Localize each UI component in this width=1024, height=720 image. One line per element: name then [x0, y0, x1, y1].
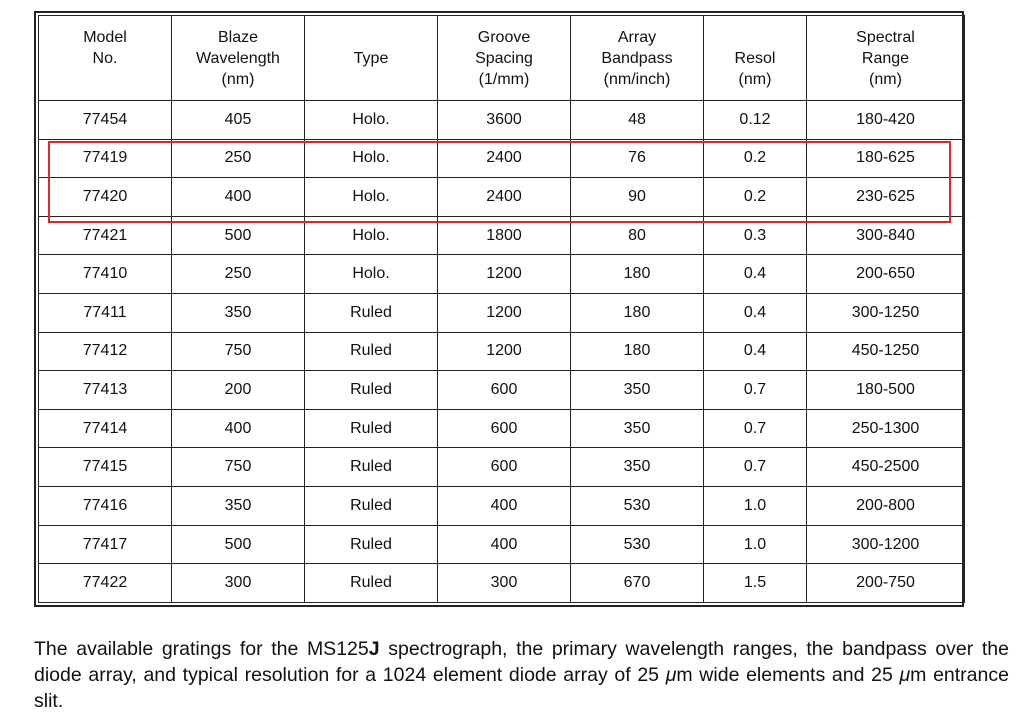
column-header-line: Wavelength	[196, 49, 280, 67]
table-row	[39, 371, 965, 410]
table-cell: 0.12	[704, 101, 807, 140]
column-header	[172, 16, 305, 101]
column-header	[807, 16, 965, 101]
table-row	[39, 216, 965, 255]
table-cell: Holo.	[305, 101, 438, 140]
table-cell: Ruled	[305, 371, 438, 410]
column-header-line	[305, 27, 437, 48]
table-cell: 0.4	[704, 332, 807, 371]
table-cell: 200-750	[807, 564, 965, 603]
table-cell: 300	[438, 564, 571, 603]
table-cell: Holo.	[305, 216, 438, 255]
table-row	[39, 332, 965, 371]
table-cell: 530	[571, 487, 704, 526]
column-header-line	[39, 69, 171, 90]
table-body	[39, 101, 965, 603]
caption-text-4: m entrance slit.	[34, 664, 1009, 712]
table-cell: 500	[172, 216, 305, 255]
table-cell: 1200	[438, 332, 571, 371]
table-cell: 76	[571, 139, 704, 178]
table-cell: 0.2	[704, 178, 807, 217]
table-cell: 400	[172, 178, 305, 217]
caption-model-suffix: J	[368, 638, 380, 660]
column-header	[39, 16, 172, 101]
table-cell: Ruled	[305, 525, 438, 564]
table-cell: 200-650	[807, 255, 965, 294]
column-header-line: Spacing	[475, 49, 533, 67]
table-cell: 450-2500	[807, 448, 965, 487]
table-cell: 77415	[39, 448, 172, 487]
table-cell: 0.4	[704, 255, 807, 294]
column-header	[571, 16, 704, 101]
table-cell: 0.7	[704, 409, 807, 448]
table-cell: 250	[172, 255, 305, 294]
table-cell: 0.7	[704, 448, 807, 487]
table-row	[39, 487, 965, 526]
table-cell: 77413	[39, 371, 172, 410]
table-row	[39, 564, 965, 603]
column-header-line: Groove	[477, 28, 531, 46]
table-cell: 77417	[39, 525, 172, 564]
table-cell: 350	[571, 371, 704, 410]
table-cell: 180	[571, 255, 704, 294]
table-cell: Ruled	[305, 448, 438, 487]
table-cell: 2400	[438, 178, 571, 217]
table-cell: 80	[571, 216, 704, 255]
table-cell: 450-1250	[807, 332, 965, 371]
caption-mu-1: μ	[665, 664, 677, 686]
table-cell: 300	[172, 564, 305, 603]
table-cell: 230-625	[807, 178, 965, 217]
table-cell: 350	[571, 409, 704, 448]
table-cell: 77411	[39, 294, 172, 333]
table-cell: 250-1300	[807, 409, 965, 448]
column-header-line: Range	[861, 49, 910, 67]
table-cell: 350	[172, 487, 305, 526]
table-cell: 530	[571, 525, 704, 564]
caption-text-2: spectrograph, the primary wavelength ranges, the bandpass over the diode array, and typical resolution for a 1024 element diode array of 25	[34, 638, 1009, 686]
table-cell: Ruled	[305, 564, 438, 603]
table-cell: 400	[438, 487, 571, 526]
table-cell: 180-625	[807, 139, 965, 178]
column-header-line: (nm)	[738, 70, 772, 88]
column-header-line: Spectral	[856, 28, 915, 46]
table-cell: 180-500	[807, 371, 965, 410]
column-header-line: Array	[617, 28, 657, 46]
table-cell: 180	[571, 332, 704, 371]
table-cell: 750	[172, 448, 305, 487]
table-cell: 77420	[39, 178, 172, 217]
table-cell: 0.3	[704, 216, 807, 255]
gratings-table-frame	[34, 11, 964, 607]
table-cell: 300-1200	[807, 525, 965, 564]
column-header-line: Resol	[734, 49, 776, 67]
column-header-line	[305, 69, 437, 90]
gratings-table	[38, 15, 965, 603]
table-cell: 77454	[39, 101, 172, 140]
caption	[34, 636, 1009, 714]
column-header-line: (nm)	[221, 70, 255, 88]
table-cell: 77419	[39, 139, 172, 178]
table-cell: 48	[571, 101, 704, 140]
table-cell: 77414	[39, 409, 172, 448]
table-cell: Holo.	[305, 139, 438, 178]
table-cell: 200	[172, 371, 305, 410]
table-cell: 180-420	[807, 101, 965, 140]
table-cell: 0.7	[704, 371, 807, 410]
table-cell: 405	[172, 101, 305, 140]
header-row	[39, 16, 965, 101]
table-cell: 0.4	[704, 294, 807, 333]
caption-text-1: The available gratings for the MS125	[34, 638, 369, 660]
table-cell: 300-1250	[807, 294, 965, 333]
table-row	[39, 139, 965, 178]
table-cell: 2400	[438, 139, 571, 178]
table-cell: 350	[571, 448, 704, 487]
table-cell: Ruled	[305, 294, 438, 333]
caption-mu-2: μ	[899, 664, 911, 686]
table-cell: 77410	[39, 255, 172, 294]
table-cell: 750	[172, 332, 305, 371]
table-cell: Ruled	[305, 409, 438, 448]
table-cell: 600	[438, 448, 571, 487]
table-cell: 200-800	[807, 487, 965, 526]
column-header-line: (nm/inch)	[603, 70, 671, 88]
table-cell: 300-840	[807, 216, 965, 255]
column-header	[305, 16, 438, 101]
table-cell: 77412	[39, 332, 172, 371]
column-header-line	[704, 27, 806, 48]
column-header	[704, 16, 807, 101]
table-cell: 90	[571, 178, 704, 217]
column-header-line: No.	[92, 49, 118, 67]
table-cell: 350	[172, 294, 305, 333]
table-cell: 250	[172, 139, 305, 178]
column-header-line: Blaze	[217, 28, 259, 46]
table-cell: 1.0	[704, 525, 807, 564]
table-cell: 0.2	[704, 139, 807, 178]
column-header-line: (1/mm)	[478, 70, 530, 88]
table-cell: 600	[438, 409, 571, 448]
table-cell: 500	[172, 525, 305, 564]
table-cell: 1200	[438, 255, 571, 294]
table-cell: Holo.	[305, 178, 438, 217]
table-cell: Ruled	[305, 487, 438, 526]
column-header-line: Bandpass	[601, 49, 673, 67]
column-header-line: Model	[83, 28, 127, 46]
table-cell: 77422	[39, 564, 172, 603]
table-cell: 670	[571, 564, 704, 603]
caption-text-3: m wide elements and 25	[676, 664, 900, 686]
table-cell: 1800	[438, 216, 571, 255]
table-row	[39, 448, 965, 487]
table-cell: Holo.	[305, 255, 438, 294]
table-cell: 400	[438, 525, 571, 564]
column-header-line: Type	[353, 49, 389, 67]
table-cell: 1.0	[704, 487, 807, 526]
table-cell: 1200	[438, 294, 571, 333]
table-row	[39, 101, 965, 140]
table-row	[39, 294, 965, 333]
table-cell: 3600	[438, 101, 571, 140]
table-cell: 1.5	[704, 564, 807, 603]
column-header-line: (nm)	[869, 70, 902, 88]
table-cell: 77416	[39, 487, 172, 526]
table-row	[39, 255, 965, 294]
table-row	[39, 178, 965, 217]
table-row	[39, 409, 965, 448]
column-header	[438, 16, 571, 101]
table-cell: 77421	[39, 216, 172, 255]
table-cell: 400	[172, 409, 305, 448]
table-cell: Ruled	[305, 332, 438, 371]
table-cell: 600	[438, 371, 571, 410]
table-cell: 180	[571, 294, 704, 333]
table-row	[39, 525, 965, 564]
